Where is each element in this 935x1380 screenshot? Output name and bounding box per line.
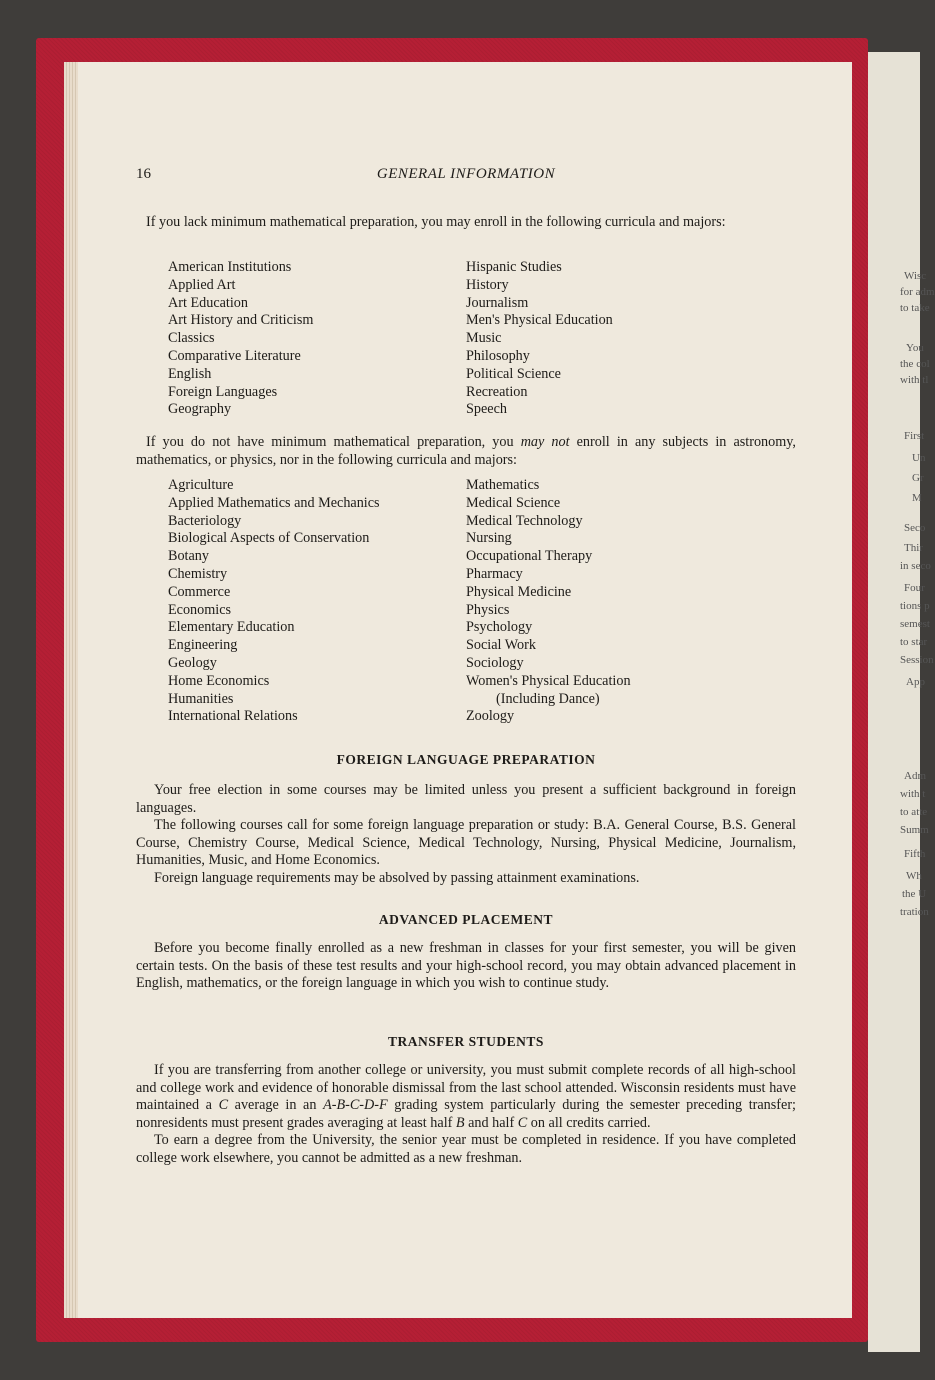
- facing-fragment: Four: [904, 582, 925, 594]
- list-item: Political Science: [466, 365, 561, 382]
- list-2-left-column: [168, 477, 458, 726]
- list-item: Art History and Criticism: [168, 312, 314, 329]
- list-item: Mathematics: [466, 477, 540, 493]
- list-1-left-column: [168, 259, 458, 419]
- book-page: [78, 62, 852, 1318]
- list-item: Applied Art: [168, 276, 236, 293]
- list-item: Recreation: [466, 383, 528, 400]
- page-title: GENERAL INFORMATION: [376, 166, 556, 182]
- facing-fragment: semest: [900, 618, 930, 630]
- facing-fragment: the col: [900, 358, 930, 370]
- facing-fragment: Thir: [904, 542, 923, 554]
- facing-fragment: First: [904, 430, 925, 442]
- facing-fragment: to take: [900, 302, 930, 314]
- facing-fragment: Adm: [904, 770, 926, 782]
- intro-paragraph-1: If you lack minimum mathematical preparation, you may enroll in the following curricula and majors:: [146, 214, 726, 230]
- transfer-paragraph-2: To earn a degree from the University, the senior year must be completed in residence. If you have completed college work elsewhere, you cannot be admitted as a new freshman.: [136, 1132, 796, 1166]
- intro-2-before: If you do not have minimum mathematical preparation, you: [146, 434, 521, 450]
- list-item: Comparative Literature: [168, 347, 301, 364]
- list-item: Physics: [466, 601, 510, 618]
- facing-fragment: App: [906, 676, 925, 688]
- foreign-language-paragraph-3: Foreign language requirements may be absolved by passing attainment examinations.: [154, 869, 640, 886]
- transfer-text: grading system particularly during the semester preceding transfer; nonresidents must present grades averaging at least half: [136, 1097, 796, 1131]
- list-item: Elementary Education: [168, 619, 295, 636]
- list-item: Medical Science: [466, 494, 561, 511]
- transfer-text: and half: [464, 1114, 518, 1131]
- intro-paragraph-2: [136, 434, 796, 469]
- list-item: Home Economics: [168, 672, 270, 689]
- facing-fragment: in seco: [900, 560, 931, 572]
- grade-c: C: [218, 1097, 229, 1114]
- facing-fragment: M: [912, 492, 922, 504]
- foreign-language-paragraph-2: The following courses call for some foreign language preparation or study: B.A. General Course, B.S. General Course, Chemistry Course, Medical Science, Medical Technology, Nursing, Physical Medicine, Journalism, Humanities, Music, and Home Economics.: [136, 817, 796, 869]
- list-item: American Institutions: [168, 259, 292, 275]
- list-item: Agriculture: [168, 477, 234, 493]
- running-header: [136, 166, 796, 186]
- transfer-students-heading: TRANSFER STUDENTS: [388, 1034, 544, 1049]
- facing-page: [868, 52, 935, 1352]
- foreign-language-section: [136, 782, 796, 888]
- grade-scale: A-B-C-D-F: [323, 1097, 388, 1114]
- list-item: International Relations: [168, 708, 298, 725]
- list-item: Bacteriology: [168, 512, 242, 529]
- intro-2-emphasis: may not: [520, 434, 570, 450]
- list-item: Zoology: [466, 708, 515, 725]
- transfer-paragraph-1: [136, 1062, 796, 1132]
- list-item: Commerce: [168, 583, 231, 600]
- list-item: Speech: [466, 401, 507, 418]
- facing-fragment: to atte: [900, 806, 928, 818]
- facing-fragment: Gr: [912, 472, 924, 484]
- list-item: Psychology: [466, 619, 533, 636]
- facing-fragment: Seco: [904, 522, 926, 534]
- list-item: Applied Mathematics and Mechanics: [168, 494, 380, 511]
- transfer-text: on all credits carried.: [527, 1114, 651, 1131]
- foreign-language-paragraph-1: Your free election in some courses may be limited unless you present a sufficient background in foreign languages.: [136, 782, 796, 816]
- grade-b: B: [455, 1114, 465, 1131]
- list-item: Physical Medicine: [466, 583, 572, 600]
- list-item: Geography: [168, 401, 232, 418]
- advanced-placement-paragraph: Before you become finally enrolled as a new freshman in classes for your first semester, you will be given certain tests. On the basis of these test results and your high-school record, you may obtain advanced placement in English, mathematics, or the foreign language in which you wish to continue study.: [136, 940, 796, 992]
- facing-fragment: to star: [900, 636, 928, 648]
- advanced-placement-heading: ADVANCED PLACEMENT: [378, 912, 554, 927]
- facing-fragment: Wisc: [904, 270, 927, 282]
- foreign-language-heading: FOREIGN LANGUAGE PREPARATION: [336, 752, 596, 767]
- list-item: Nursing: [466, 530, 512, 547]
- advanced-placement-section: [136, 940, 796, 993]
- list-item: Chemistry: [168, 565, 228, 582]
- list-item: History: [466, 276, 509, 293]
- facing-fragment: tions p: [900, 600, 930, 612]
- list-item: Biological Aspects of Conservation: [168, 530, 370, 547]
- list-item: Botany: [168, 548, 209, 565]
- intro-2-after: enroll in any subjects in astronomy, mathematics, or physics, nor in the following curricula and majors:: [136, 434, 796, 468]
- transfer-text: average in an: [228, 1097, 324, 1114]
- list-item: English: [168, 365, 212, 382]
- list-item: Philosophy: [466, 347, 530, 364]
- list-item: Pharmacy: [466, 565, 523, 582]
- list-item: Economics: [168, 601, 232, 618]
- list-item: Engineering: [168, 637, 238, 654]
- list-item: Medical Technology: [466, 512, 583, 529]
- facing-fragment: with t: [900, 788, 926, 800]
- facing-fragment: Fifth: [904, 848, 926, 860]
- list-2-right-column: [466, 477, 786, 726]
- facing-fragment: Wh: [906, 870, 922, 882]
- list-item: Humanities: [168, 690, 234, 707]
- list-item: Classics: [168, 330, 215, 347]
- facing-fragment: You: [906, 342, 924, 354]
- facing-fragment: Session: [900, 654, 934, 666]
- list-item: Occupational Therapy: [466, 548, 593, 565]
- list-item: Hispanic Studies: [466, 259, 562, 275]
- list-item: Geology: [168, 654, 217, 671]
- transfer-text: If you are transferring from another college or university, you must submit complete records of all high-school and college work and evidence of honorable dismissal from the last school attended. Wisconsin residents must have maintained a: [136, 1062, 796, 1114]
- list-item: Foreign Languages: [168, 383, 278, 400]
- list-item: Sociology: [466, 654, 524, 671]
- facing-fragment: Un: [912, 452, 926, 464]
- facing-fragment: the U: [902, 888, 927, 900]
- list-item: Journalism: [466, 294, 529, 311]
- list-item: Art Education: [168, 294, 248, 311]
- list-1-right-column: [466, 259, 786, 419]
- list-item: Men's Physical Education: [466, 312, 613, 329]
- facing-fragment: tration: [900, 906, 929, 918]
- grade-c: C: [517, 1114, 528, 1131]
- page-number: 16: [136, 166, 151, 182]
- facing-fragment: with tl: [900, 374, 929, 386]
- transfer-students-section: [136, 1062, 796, 1168]
- list-item: Music: [466, 330, 502, 347]
- list-item: Social Work: [466, 637, 536, 654]
- list-item: Women's Physical Education: [466, 672, 631, 689]
- facing-fragment: for adm: [900, 286, 935, 298]
- facing-fragment: Summ: [900, 824, 929, 836]
- list-item-continuation: (Including Dance): [496, 690, 600, 707]
